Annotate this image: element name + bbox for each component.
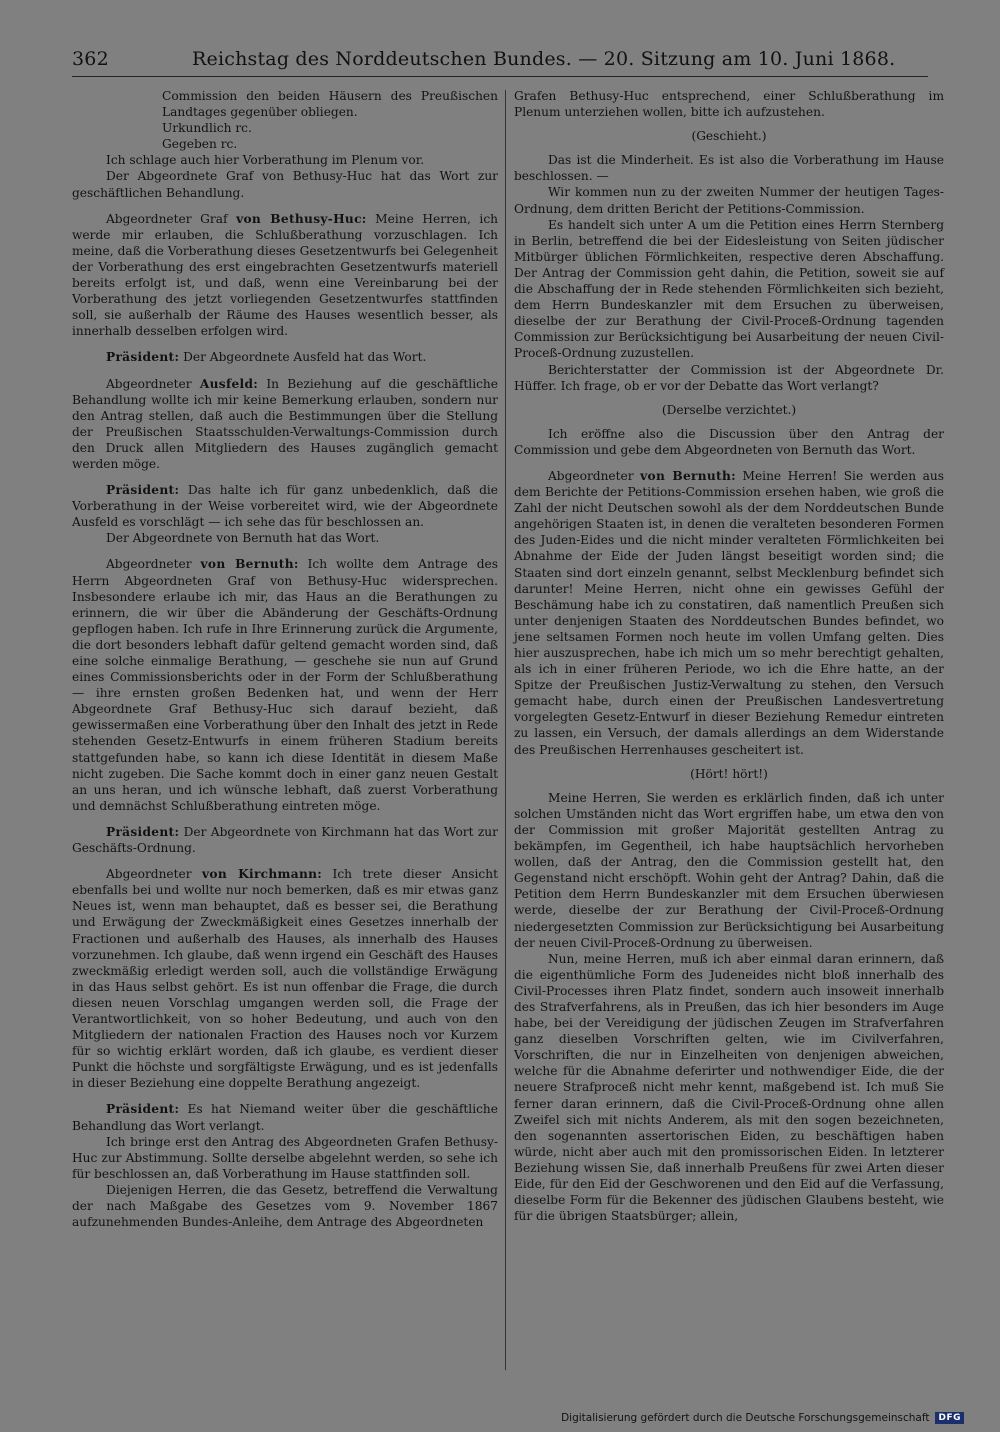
paragraph-text: (Geschieht.)	[691, 129, 767, 144]
speaker-name: Präsident:	[106, 1102, 180, 1117]
page-number: 362	[72, 48, 109, 70]
paragraph-text: Meine Herren! Sie werden aus dem Berichte der Petitions-Commission ersehen haben, wie groß die Zahl der nicht Deutschen sowohl als der dem Norddeutschen Bunde angehörigen Staaten ist, in denen die veralteten besonderen Formen des Juden-Eides und die nicht minder veralteten Förmlichkeiten bei Abnahme der Eide der Juden längst beseitigt worden sind; die Staaten sind dort einzeln genannt, selbst Mecklenburg befindet sich darunter! Meine Herren, nicht ohne ein gewisses Gefühl der Beschämung habe ich zu constatiren, daß namentlich Preußen sich unter denjenigen Staaten des Norddeutschen Bundes befindet, wo jene seltsamen Formen noch heute im vollen Umfang gelten. Dies hier auszusprechen, habe ich mich um so mehr berechtigt gehalten, als ich in einer früheren Periode, wo ich die Ehre hatte, an der Spitze der Preußischen Justiz-Verwaltung zu stehen, den Versuch gemacht habe, durch einen der Preußischen Landesvertretung vorgelegten Gesetz-Entwurf in dieser Beziehung Remedur eintreten zu lassen, ein Versuch, der damals allerdings an dem Widerstande des Preußischen Herrenhauses gescheitert ist.	[514, 468, 944, 757]
paragraph	[72, 376, 498, 473]
paragraph	[72, 211, 498, 340]
paragraph	[514, 152, 944, 184]
paragraph	[72, 168, 498, 200]
paragraph-text: Ich schlage auch hier Vorberathung im Plenum vor.	[106, 153, 425, 168]
footer	[561, 1412, 964, 1424]
paragraph	[72, 482, 498, 530]
paragraph	[514, 362, 944, 394]
paragraph-text: Das ist die Minderheit. Es ist also die Vorberathung im Hause beschlossen. —	[514, 153, 944, 184]
paragraph	[72, 88, 498, 120]
paragraph-text: (Hört! hört!)	[690, 766, 768, 781]
paragraph-text: (Derselbe verzichtet.)	[661, 402, 797, 417]
paragraph-text: Commission den beiden Häusern des Preußischen Landtages gegenüber obliegen.	[162, 89, 498, 120]
paragraph-text: In Beziehung auf die geschäftliche Behandlung wollte ich mir keine Bemerkung erlauben, sondern nur den Antrag stellen, daß auch die Bestimmungen über die Stellung der Preußischen Staatsschulden-Verwaltungs-Commission durch den Druck allen Mitgliedern des Hauses zugänglich gemacht werden möge.	[72, 376, 498, 471]
paragraph-text: Meine Herren, ich werde mir erlauben, die Schlußberathung vorzuschlagen. Ich meine, daß die Vorberathung dieses Gesetzentwurfs bei Gelegenheit der Vorberathung des erst eingebrachten Gesetzentwurfs materiell bereits erfolgt ist, und daß, wenn eine Vereinbarung bei der Vorberathung des jetzt vorliegenden Gesetzentwurfes stattfinden soll, sie außerhalb der Räume des Hauses wesentlich besser, als innerhalb desselben erfolgen wird.	[72, 211, 498, 339]
paragraph	[514, 426, 944, 458]
paragraph-text: Ich bringe erst den Antrag des Abgeordneten Grafen Bethusy-Huc zur Abstimmung. Sollte derselbe abgelehnt werden, so sehe ich für beschlossen an, daß Vorberathung im Hause stattfinden soll.	[72, 1134, 498, 1181]
paragraph-text: Der Abgeordnete Graf von Bethusy-Huc hat das Wort zur geschäftlichen Behandlung.	[72, 169, 498, 200]
paragraph-text: Berichterstatter der Commission ist der Abgeordnete Dr. Hüffer. Ich frage, ob er vor der Debatte das Wort verlangt?	[514, 362, 944, 393]
paragraph	[514, 951, 944, 1225]
paragraph-text: Nun, meine Herren, muß ich aber einmal daran erinnern, daß die eigenthümliche Form des Judeneides nicht bloß innerhalb des Civil-Processes ihren Platz findet, sondern auch insoweit innerhalb des Strafverfahrens, als in Preußen, das ich hier besonders im Auge habe, bei der Vereidigung der jüdischen Zeugen im Strafverfahren ganz dieselben Vorschriften gelten, wie im Civilverfahren, Vorschriften, die nur in Einzelheiten von denjenigen abweichen, welche für die Abnahme deferirter und nothwendiger Eide, die der neuere Strafproceß nicht mehr kennt, maßgebend ist. Ich muß Sie ferner daran erinnern, daß die Civil-Proceß-Ordnung ohne allen Zweifel sich mit nichts Anderem, als mit den sogen bezeichneten, den sogenannten assertorischen Eiden, zu beschäftigen haben würde, nicht aber auch mit den promissorischen Eiden. In letzterer Beziehung wissen Sie, daß innerhalb Preußens für zwei Arten dieser Eide, für den Eid der Geschworenen und den Eid auf die Verfassung, dieselbe Form für die Bekenner des jüdischen Glaubens besteht, wie für die übrigen Staatsbürger; allein,	[514, 951, 944, 1224]
speaker-title: Abgeordneter	[106, 867, 203, 882]
left-column	[72, 88, 498, 1230]
speaker-name: von Kirchmann:	[202, 867, 323, 882]
paragraph	[514, 468, 944, 758]
speaker-name: Präsident:	[106, 824, 180, 839]
paragraph	[72, 120, 498, 136]
paragraph	[72, 824, 498, 856]
paragraph	[514, 217, 944, 362]
paragraph-text: Wir kommen nun zu der zweiten Nummer der heutigen Tages-Ordnung, dem dritten Bericht der Petitions-Commission.	[514, 185, 944, 216]
paragraph	[514, 790, 944, 951]
paragraph	[72, 1182, 498, 1230]
paragraph	[72, 530, 498, 546]
paragraph	[72, 136, 498, 152]
speaker-name: von Bernuth:	[200, 557, 299, 572]
paragraph	[514, 766, 944, 782]
speaker-title: Abgeordneter Graf	[106, 211, 237, 226]
paragraph-text: Urkundlich rc.	[162, 121, 252, 136]
running-head	[72, 44, 928, 74]
paragraph-text: Ich wollte dem Antrage des Herrn Abgeordneten Graf von Bethusy-Huc widersprechen. Insbesondere erlaube ich mir, das Haus an die Berathungen zu erinnern, die wir über die Abänderung der Geschäfts-Ordnung gepflogen haben. Ich rufe in Ihre Erinnerung zurück die Argumente, die dort besonders lebhaft dafür geltend gemacht worden sind, daß eine solche einmalige Berathung, — geschehe sie nun auf Grund eines Commissionsberichts oder in der Form der Schlußberathung — ihre ernsten großen Bedenken hat, und wenn der Herr Abgeordnete Graf Bethusy-Huc sich darauf bezieht, daß gewissermaßen eine Vorberathung über den Inhalt des jetzt in Rede stehenden Gesetz-Entwurfs in einem früheren Stadium bereits stattgefunden habe, so kann ich diese Identität in diesem Maße nicht zugeben. Die Sache kommt doch in einer ganz neuen Gestalt an uns heran, und ich wünsche lebhaft, daß zuerst Vorberathung und demnächst Schlußberathung eintreten möge.	[72, 557, 498, 813]
speaker-title: Abgeordneter	[106, 376, 200, 391]
paragraph	[72, 152, 498, 168]
speaker-name: Präsident:	[106, 350, 180, 365]
paragraph-text: Meine Herren, Sie werden es erklärlich finden, daß ich unter solchen Umständen nicht das Wort ergriffen habe, um etwa den von der Commission mit großer Majorität gestellten Antrag zu bekämpfen, im Gegentheil, ich habe hauptsächlich hervorheben wollen, daß der Antrag, den die Commission gestellt hat, den Gegenstand nicht erschöpft. Wohin geht der Antrag? Dahin, daß die Petition dem Herrn Bundeskanzler mit dem Ersuchen überwiesen werde, dieselbe der zur Berathung der Civil-Proceß-Ordnung niedergesetzten Commission zur Berücksichtigung bei Ausarbeitung der neuen Civil-Proceß-Ordnung zu überweisen.	[514, 790, 944, 950]
paragraph	[72, 556, 498, 814]
running-title: Reichstag des Norddeutschen Bundes. — 20. Sitzung am 10. Juni 1868.	[192, 48, 896, 70]
dfg-logo: DFG	[935, 1412, 964, 1424]
speaker-name: Ausfeld:	[199, 376, 259, 391]
paragraph	[72, 1134, 498, 1182]
paragraph	[514, 402, 944, 418]
paragraph-text: Ich trete dieser Ansicht ebenfalls bei und wollte nur noch bemerken, daß es mir etwas ganz Neues ist, wenn man behauptet, daß es besser sei, die Berathung und Erwägung der Zweckmäßigkeit eines Gesetzes innerhalb der Fractionen und außerhalb des Hauses, als innerhalb des Hauses vorzunehmen. Ich glaube, daß wenn irgend ein Geschäft des Hauses zweckmäßig erledigt werden soll, auch die vollständige Erwägung in das Haus selbst gehört. Es ist nun offenbar die Frage, die durch diesen neuen Vorschlag umgangen werden soll, die Frage der Verantwortlichkeit, von so hoher Bedeutung, und auch von den Mitgliedern der nationalen Fraction des Hauses noch vor Kurzem für so wichtig erklärt worden, daß ich glaube, es verdient dieser Punkt die höchste und sorgfältigste Erwägung, und es ist jedenfalls in dieser Beziehung eine doppelte Berathung angezeigt.	[72, 867, 498, 1091]
speaker-name: von Bethusy-Huc:	[236, 211, 367, 226]
paragraph-text: Der Abgeordnete Ausfeld hat das Wort.	[179, 350, 427, 365]
right-column	[514, 88, 944, 1224]
paragraph-text: Der Abgeordnete von Kirchmann hat das Wort zur Geschäfts-Ordnung.	[72, 824, 498, 856]
paragraph-text: Das halte ich für ganz unbedenklich, daß die Vorberathung in der Weise vorbereitet wird, wie der Abgeordnete Ausfeld es vorschlägt — ich sehe das für beschlossen an.	[72, 483, 498, 530]
paragraph-text: Gegeben rc.	[162, 137, 238, 152]
paragraph	[514, 184, 944, 216]
column-divider	[505, 90, 506, 1370]
paragraph	[514, 88, 944, 120]
paragraph-text: Es handelt sich unter A um die Petition eines Herrn Sternberg in Berlin, betreffend die bei der Eidesleistung von Seiten jüdischer Mitbürger üblichen Förmlichkeiten, respective deren Abschaffung. Der Antrag der Commission geht dahin, die Petition, soweit sie auf die Abschaffung der in Rede stehenden Förmlichkeiten sich bezieht, dem Herrn Bundeskanzler mit dem Ersuchen zu überweisen, dieselbe der zur Berathung der Civil-Proceß-Ordnung tagenden Commission zur Berücksichtigung bei Ausarbeitung der neuen Civil-Proceß-Ordnung zuzustellen.	[514, 217, 944, 361]
paragraph-text: Grafen Bethusy-Huc entsprechend, einer Schlußberathung im Plenum unterziehen wollen, bitte ich aufzustehen.	[514, 89, 944, 120]
paragraph-text: Diejenigen Herren, die das Gesetz, betreffend die Verwaltung der nach Maßgabe des Gesetzes vom 9. November 1867 aufzunehmenden Bundes-Anleihe, dem Antrage des Abgeordneten	[72, 1182, 498, 1230]
paragraph-text: Es hat Niemand weiter über die geschäftliche Behandlung das Wort verlangt.	[72, 1102, 498, 1133]
speaker-title: Abgeordneter	[548, 468, 641, 483]
speaker-name: von Bernuth:	[640, 468, 736, 483]
funding-note: Digitalisierung gefördert durch die Deutsche Forschungsgemeinschaft	[561, 1412, 930, 1424]
paragraph	[72, 349, 498, 365]
paragraph	[72, 1101, 498, 1133]
paragraph	[72, 866, 498, 1091]
speaker-name: Präsident:	[106, 483, 180, 498]
paragraph-text: Ich eröffne also die Discussion über den Antrag der Commission und gebe dem Abgeordneten von Bernuth das Wort.	[514, 426, 944, 457]
speaker-title: Abgeordneter	[106, 557, 201, 572]
paragraph	[514, 128, 944, 144]
paragraph-text: Der Abgeordnete von Bernuth hat das Wort.	[106, 531, 380, 546]
header-rule	[72, 76, 928, 77]
